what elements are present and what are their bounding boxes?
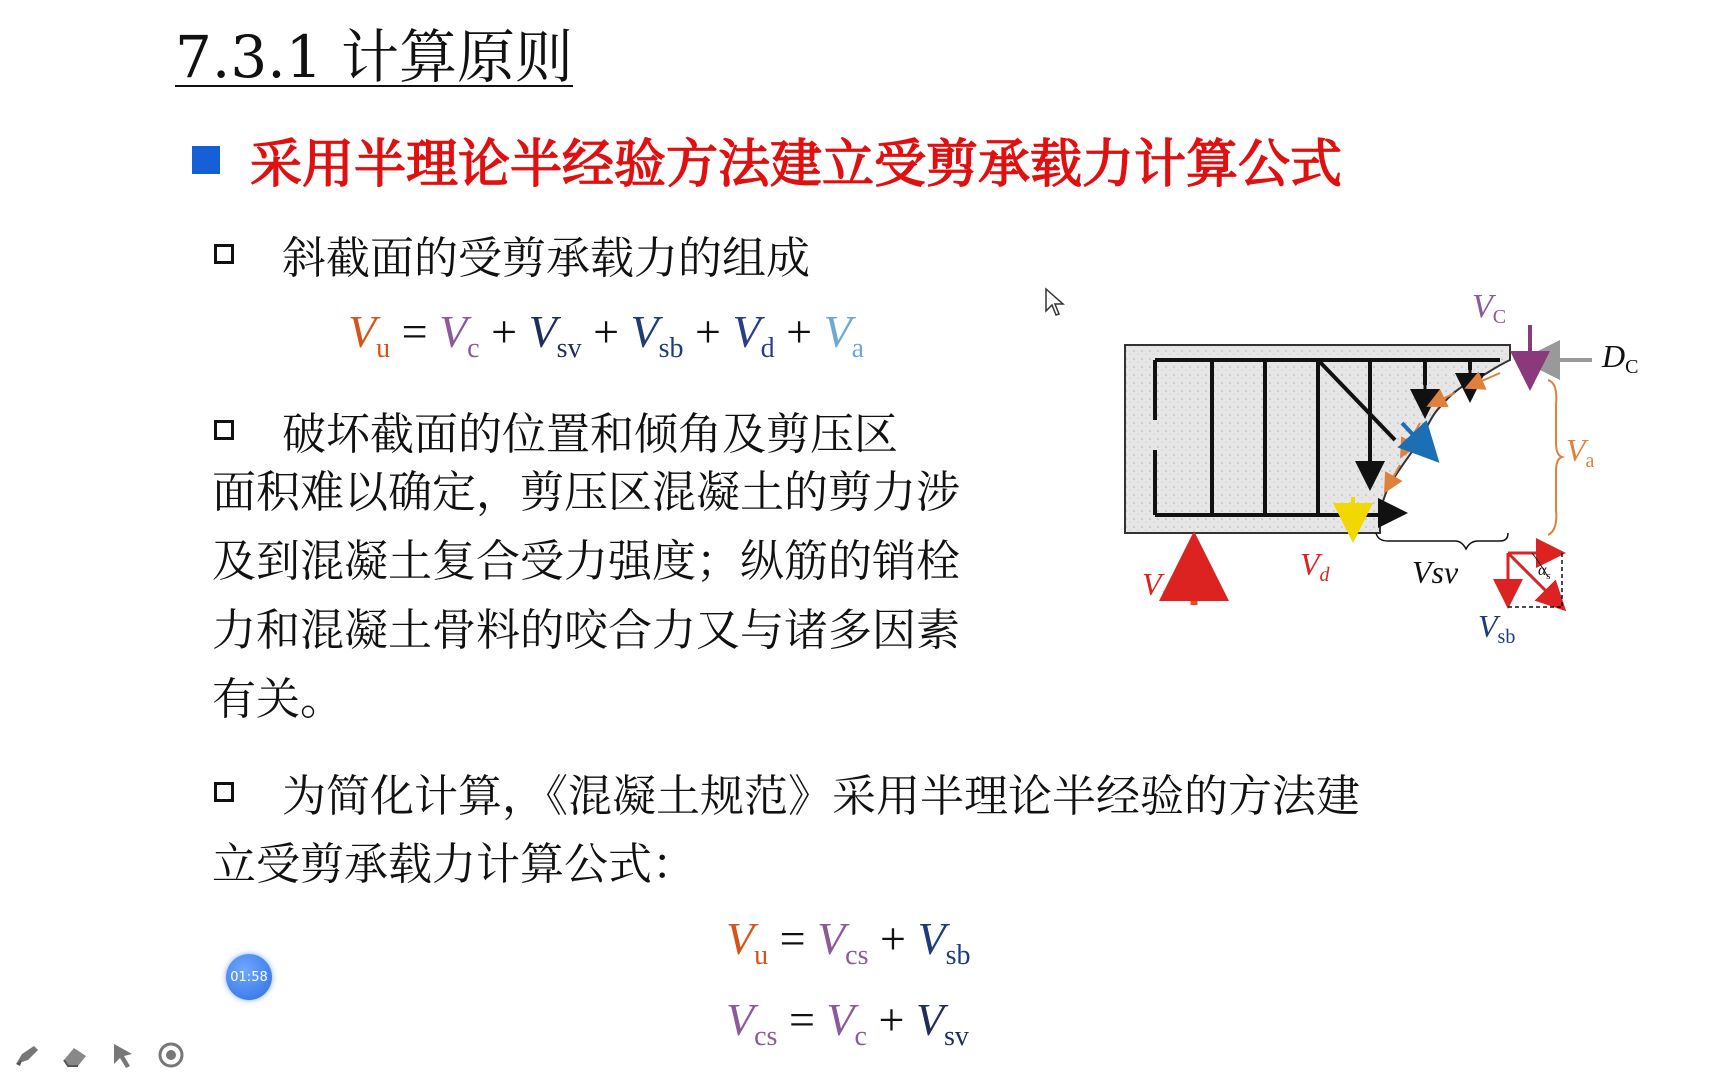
bullet-1-text: 斜截面的受剪承载力的组成: [282, 233, 810, 284]
sub-d: d: [760, 333, 775, 365]
label-vd-sub: d: [1319, 564, 1330, 586]
hollow-square-bullet-icon: [214, 244, 234, 264]
equation-vu-vcs-vsb: [726, 912, 970, 972]
plus-sign: +: [593, 306, 620, 357]
var-v: V: [817, 913, 846, 964]
pen-icon[interactable]: [12, 1040, 42, 1070]
equation-vcs-vc-vsv: [726, 993, 969, 1053]
eq-sign: =: [779, 913, 806, 964]
var-v: V: [917, 913, 946, 964]
heading-square-bullet: [192, 146, 220, 174]
eq-sign: =: [401, 306, 428, 357]
sub-a: a: [851, 333, 865, 365]
section-heading: [192, 122, 1342, 197]
bullet-1: [214, 222, 810, 286]
svg-text:αs: [1538, 562, 1551, 582]
label-dc: D: [1602, 338, 1626, 374]
label-vsv: Vsv: [1412, 554, 1459, 590]
label-alpha-sub: s: [1546, 570, 1551, 582]
bullet-2: [214, 398, 898, 462]
label-alpha: α: [1538, 562, 1547, 579]
plus-sign: +: [491, 306, 518, 357]
sub-u: u: [754, 940, 769, 972]
label-vu-sub: u: [1161, 584, 1172, 606]
sub-u: u: [376, 333, 391, 365]
var-v: V: [630, 306, 659, 357]
label-va: V: [1566, 432, 1586, 468]
label-vc: V: [1472, 288, 1493, 325]
var-v: V: [826, 994, 855, 1045]
var-v: V: [726, 994, 755, 1045]
mouse-cursor-icon: [1044, 287, 1066, 319]
label-dc-sub: C: [1625, 356, 1639, 378]
svg-text:Vu: [1142, 566, 1172, 606]
svg-text:Vsb: [1478, 608, 1515, 648]
plus-sign: +: [695, 306, 721, 357]
var-v: V: [439, 306, 468, 357]
label-vc-sub: C: [1492, 306, 1507, 328]
label-vsb: V: [1478, 608, 1498, 644]
var-v: V: [823, 306, 852, 357]
var-v: V: [915, 994, 944, 1045]
svg-text:VC: [1472, 288, 1506, 328]
timer-badge[interactable]: 01:58: [226, 954, 272, 1000]
svg-text:DC: [1601, 338, 1638, 378]
plus-sign: +: [880, 913, 906, 964]
svg-text:Vd: [1300, 546, 1331, 586]
eraser-icon[interactable]: [60, 1040, 90, 1070]
sub-sv: sv: [556, 333, 582, 365]
sub-sb: sb: [945, 940, 971, 972]
var-v: V: [348, 306, 377, 357]
var-v: V: [726, 913, 755, 964]
sub-cs: cs: [845, 940, 869, 972]
eq-sign: =: [788, 994, 815, 1045]
svg-text:Va: [1566, 432, 1595, 472]
label-vd: V: [1300, 546, 1320, 582]
hollow-square-bullet-icon: [214, 420, 234, 440]
sub-c: c: [467, 333, 480, 365]
bullet-2-text-line1: 破坏截面的位置和倾角及剪压区: [282, 409, 898, 460]
label-va-sub: a: [1585, 450, 1595, 472]
section-heading-text: 采用半理论半经验方法建立受剪承载力计算公式: [250, 135, 1343, 195]
slide-title: 7.3.1 计算原则: [175, 23, 574, 91]
bullet-3-text-line1: 为简化计算，《混凝土规范》采用半理论半经验的方法建: [282, 771, 1360, 822]
sub-c: c: [854, 1021, 867, 1053]
bullet-3-text-line2: 立受剪承载力计算公式：: [212, 839, 696, 890]
label-vsb-sub: sb: [1497, 626, 1516, 648]
sub-cs: cs: [754, 1021, 778, 1053]
var-v: V: [528, 306, 557, 357]
pointer-icon[interactable]: [108, 1040, 138, 1070]
vsb-force-triangle: [1508, 553, 1562, 607]
plus-sign: +: [878, 994, 905, 1045]
sub-sv: sv: [944, 1021, 969, 1053]
hollow-square-bullet-icon: [214, 782, 234, 802]
annotation-toolbar: [12, 1040, 186, 1070]
bullet-2-text-rest: 面积难以确定，剪压区混凝土的剪力涉及到混凝土复合受力强度；纵筋的销栓力和混凝土骨料的咬合力又与诸多因素有关。: [212, 467, 960, 725]
beam-shear-diagram: [1100, 285, 1680, 665]
record-icon[interactable]: [156, 1040, 186, 1070]
plus-sign: +: [786, 306, 813, 357]
equation-shear-composition: [348, 305, 864, 365]
label-vu: V: [1142, 566, 1162, 602]
bullet-3: [214, 760, 1360, 824]
sub-sb: sb: [658, 333, 684, 365]
var-v: V: [732, 306, 761, 357]
